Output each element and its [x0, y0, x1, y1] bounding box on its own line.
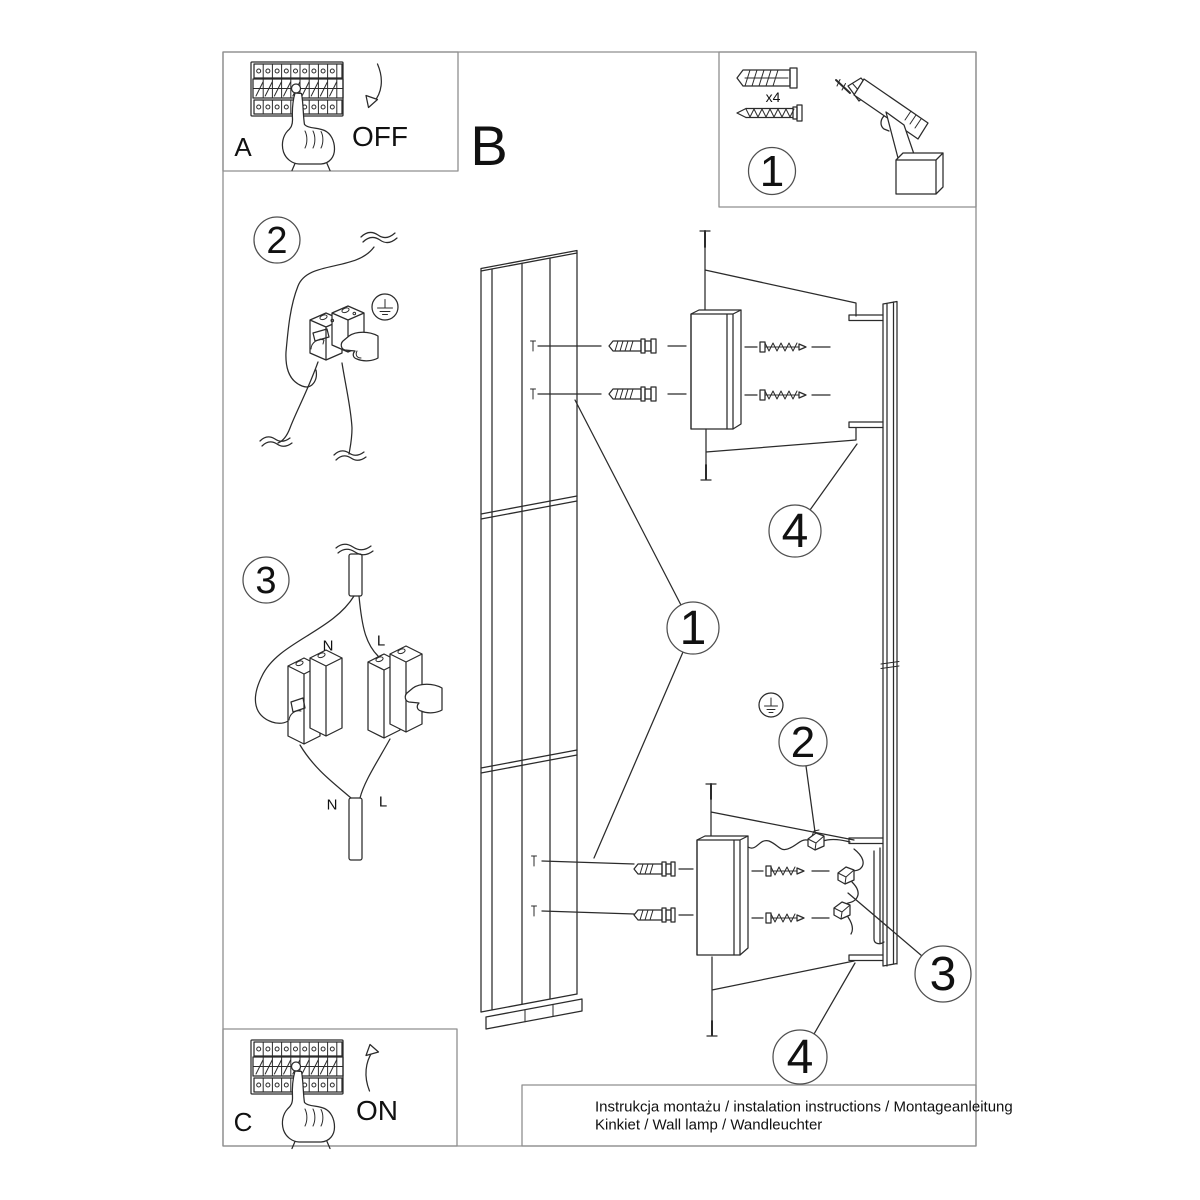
panel-a-frame — [223, 52, 458, 171]
cable-sleeve — [349, 554, 362, 596]
footer-line-2: Kinkiet / Wall lamp / Wandleuchter — [595, 1116, 823, 1134]
cable-sleeve — [349, 798, 362, 860]
rail-flange — [849, 315, 883, 321]
wire-label-l-bottom: L — [378, 793, 388, 811]
live-wire-out — [360, 739, 390, 798]
footer-box-frame — [522, 1085, 976, 1146]
wire-break-icon — [361, 232, 397, 242]
callout-4-bottom-leader — [814, 963, 855, 1034]
wire-connector-clip — [808, 830, 824, 850]
callout-3-leader — [848, 893, 922, 956]
earth-symbol-icon — [759, 693, 783, 717]
wire-break-icon — [334, 451, 366, 460]
earth-symbol-icon — [372, 294, 398, 320]
dowel-count-label: x4 — [765, 89, 781, 105]
wire-connector-clip — [834, 902, 850, 919]
hole-leader-lines — [542, 861, 634, 914]
callout-2-number: 2 — [790, 718, 816, 767]
wall-plug-icon — [737, 68, 797, 88]
mounting-hole-marks — [531, 341, 536, 399]
rail-flange — [849, 955, 883, 961]
callout-4-top-leader — [810, 444, 857, 510]
top-mounting-assembly — [538, 231, 857, 510]
wire-connector-clip — [838, 867, 854, 884]
mounting-hole-marks — [532, 856, 537, 916]
tools-callout-number: 1 — [759, 147, 785, 196]
wall-screw-set — [745, 342, 830, 400]
step2-callout-number: 2 — [266, 220, 288, 262]
output-wire-right — [342, 363, 352, 454]
wall-rail — [849, 302, 899, 967]
panel-joint — [481, 750, 577, 773]
on-arrow-head-icon — [366, 1045, 379, 1056]
wire-break-icon — [336, 544, 373, 555]
dowel-screw-set — [634, 862, 693, 922]
wire-label-n-top: N — [322, 637, 334, 655]
on-arrow-icon — [366, 1052, 373, 1092]
ground-wire — [748, 839, 850, 849]
switch-on-label: ON — [356, 1095, 398, 1126]
switch-off-label: OFF — [352, 121, 408, 152]
panel-a-illustration — [251, 62, 381, 171]
footer-line-1: Instrukcja montażu / instalation instructions / Montageanleitung — [595, 1098, 1013, 1116]
rail-joint — [881, 662, 899, 669]
off-arrow-head-icon — [366, 96, 378, 108]
wire-label-n-bottom: N — [326, 796, 338, 814]
lamp-wires — [845, 849, 863, 934]
wall-screw-set — [752, 866, 829, 923]
neutral-wire-out — [300, 745, 351, 798]
panel-borders — [223, 52, 976, 1146]
panel-b-label: B — [470, 114, 508, 177]
wire-break-icon — [260, 437, 292, 446]
mounting-bracket-bottom — [697, 836, 748, 955]
panel-joint — [481, 496, 577, 519]
output-wire-left — [278, 362, 318, 443]
rail-flange — [849, 838, 883, 844]
dowel-screw-set — [609, 339, 686, 401]
callout-2-leader — [806, 766, 815, 832]
panel-a-label: A — [234, 132, 252, 162]
off-arrow-icon — [374, 64, 382, 103]
mounting-bracket-top — [691, 310, 741, 429]
connector-block-neutral — [288, 650, 342, 744]
drill-icon — [836, 78, 943, 194]
step3-callout-number: 3 — [255, 560, 277, 602]
panel-b-frame — [223, 52, 976, 1146]
bottom-mounting-assembly — [542, 693, 922, 1036]
end-cap — [486, 999, 582, 1029]
live-wire — [359, 596, 378, 656]
callout-4-top-number: 4 — [781, 505, 809, 558]
panel-c-label: C — [233, 1107, 253, 1137]
callout-1-number: 1 — [679, 602, 707, 655]
rail-flange — [849, 422, 883, 428]
wire-label-l-top: L — [376, 632, 386, 650]
hole-leader-lines — [538, 346, 601, 394]
callout-4-bottom-number: 4 — [786, 1031, 814, 1084]
callout-3-number: 3 — [929, 948, 957, 1001]
screw-icon — [737, 105, 802, 121]
